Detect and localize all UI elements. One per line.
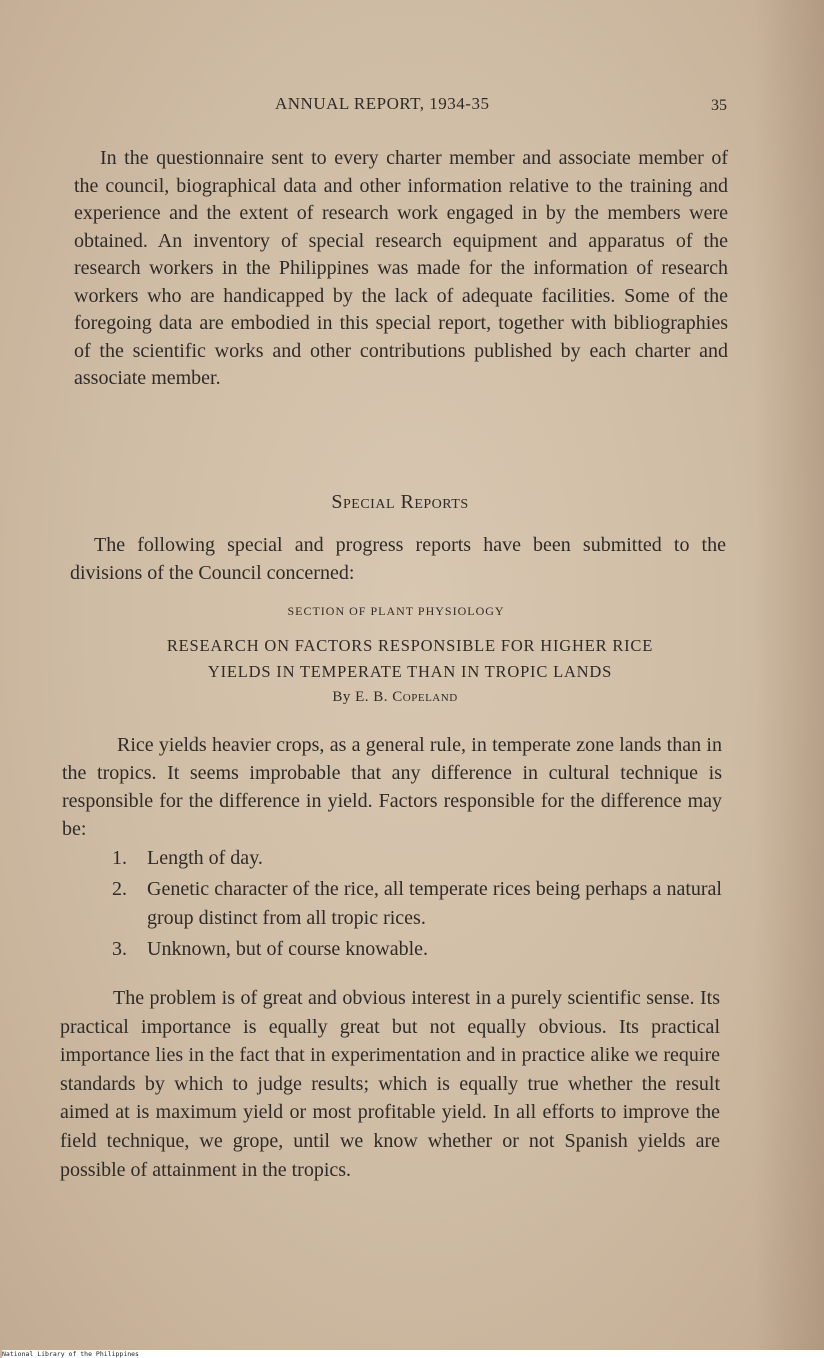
body-paragraph-1: Rice yields heavier crops, as a general rule, in temperate zone lands than in the tropics. It seems improbable that any difference in cultural technique is responsible for the difference in yield. Factors responsible for the difference may be: [62, 734, 722, 840]
list-item-text: Genetic character of the rice, all temperate rices being perhaps a natural group distinct from all tropic rices. [147, 878, 722, 929]
factor-list [112, 844, 722, 966]
page-number: 35 [711, 97, 727, 114]
list-item [112, 844, 722, 873]
running-title: ANNUAL REPORT, 1934-35 [275, 94, 490, 113]
footer-credit: National Library of the Philippines [2, 1350, 824, 1358]
report-title [0, 633, 820, 685]
list-item-text: Unknown, but of course knowable. [147, 938, 429, 960]
intro-paragraph: In the questionnaire sent to every charter member and associate member of the council, biographical data and other information relative to the training and experience and the extent of research work engaged in by the members were obtained. An inventory of special research equipment and apparatus of the research workers in the Philippines was made for the information of research workers who are handicapped by the lack of adequate facilities. Some of the foregoing data are embodied in this special report, together with bibliographies of the scientific works and other contributions published by each charter and associate member. [74, 147, 728, 389]
list-item-text: Length of day. [147, 847, 263, 869]
byline-prefix: By E. B. [332, 689, 389, 705]
report-title-line-1: RESEARCH ON FACTORS RESPONSIBLE FOR HIGHER RICE [166, 636, 654, 655]
body-paragraph-2: The problem is of great and obvious interest in a purely scientific sense. Its practical importance is equally great but not equally obvious. Its practical importance lies in the fact that in experimentation and in practice alike we require standards by which to judge results; which is equally true whether the result aimed at is maximum yield or most profitable yield. In all efforts to improve the field technique, we grope, until we know whether or not Spanish yields are possible of attainment in the tropics. [60, 987, 720, 1181]
list-item-number: 1. [112, 847, 127, 869]
byline-author: Copeland [392, 689, 458, 705]
list-item-number: 3. [112, 938, 127, 960]
lead-paragraph: The following special and progress reports have been submitted to the divisions of the Council concerned: [70, 534, 726, 584]
list-item [112, 875, 722, 933]
report-title-line-2: YIELDS IN TEMPERATE THAN IN TROPIC LANDS [207, 662, 613, 681]
list-item [112, 935, 722, 964]
section-label: SECTION OF PLANT PHYSIOLOGY [287, 604, 505, 618]
section-heading: Special Reports [331, 491, 469, 513]
page-header [0, 94, 824, 118]
byline [0, 689, 790, 706]
list-item-number: 2. [112, 878, 127, 900]
